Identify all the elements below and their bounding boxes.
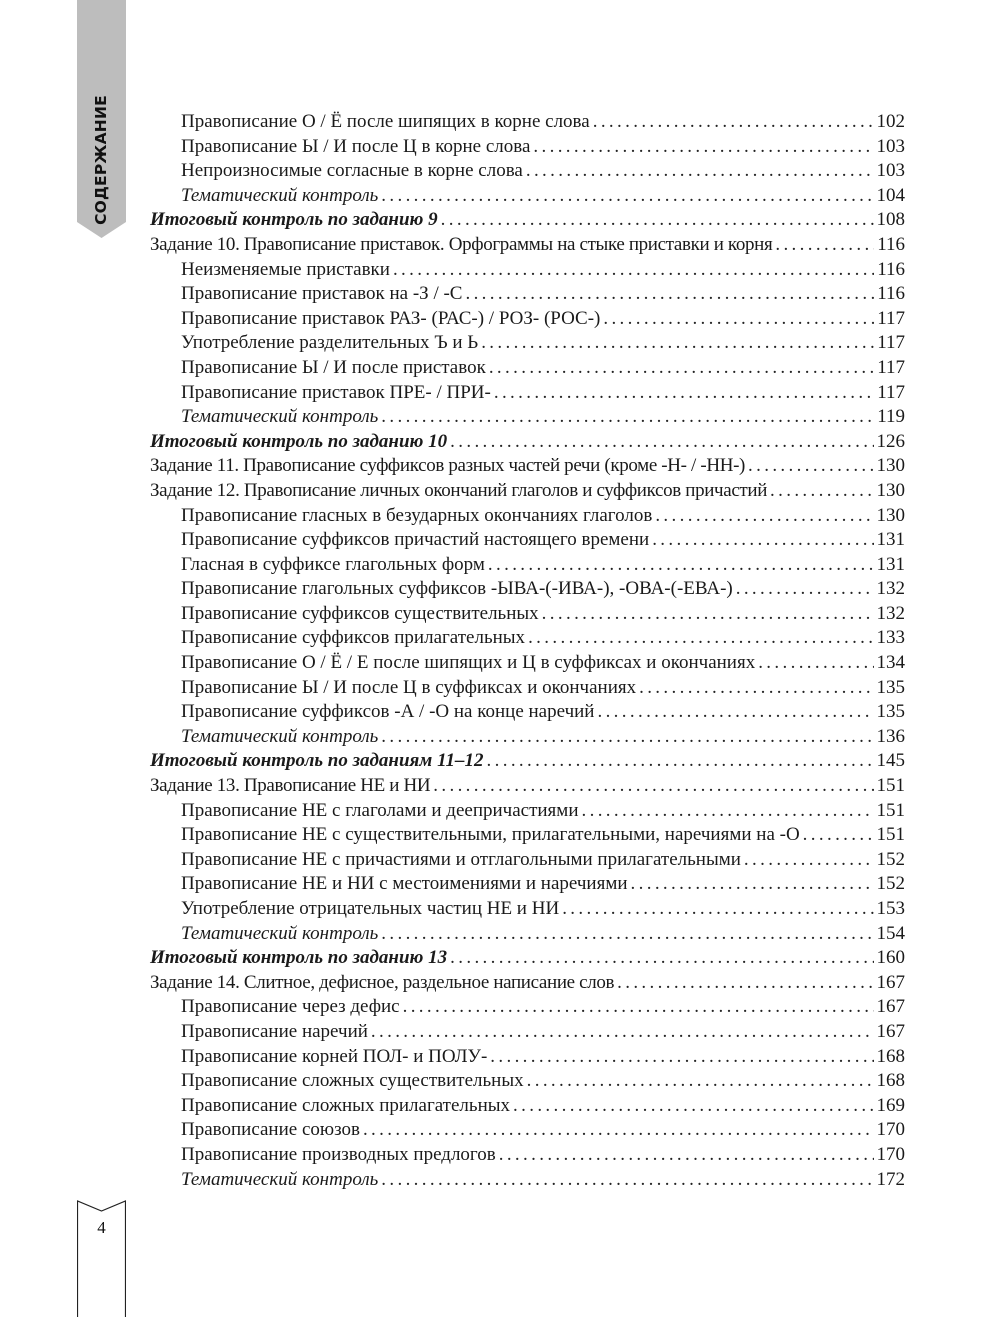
page-number: 4 bbox=[97, 1218, 106, 1237]
leader-dots bbox=[652, 528, 873, 553]
toc-entry-page: 117 bbox=[877, 381, 905, 403]
leader-dots bbox=[744, 848, 874, 873]
leader-dots bbox=[381, 922, 873, 947]
toc-entry-page: 134 bbox=[876, 652, 905, 674]
toc-entry-page: 152 bbox=[876, 848, 905, 870]
leader-dots bbox=[513, 1094, 873, 1119]
toc-entry-title: Задание 14. Слитное, дефисное, раздельное написание слов bbox=[150, 971, 615, 993]
leader-dots bbox=[450, 946, 873, 971]
leader-dots bbox=[533, 135, 873, 160]
leader-dots bbox=[603, 307, 874, 332]
toc-entry-title: Тематический контроль bbox=[181, 1168, 379, 1190]
toc-entry bbox=[150, 528, 905, 553]
toc-entry-title: Правописание Ы / И после Ц в корне слова bbox=[181, 135, 531, 157]
toc-entry-title: Задание 13. Правописание НЕ и НИ bbox=[150, 775, 431, 797]
toc-entry-title: Правописание корней ПОЛ- и ПОЛУ- bbox=[181, 1045, 488, 1067]
leader-dots bbox=[736, 577, 874, 602]
toc-entry-page: 132 bbox=[876, 602, 905, 624]
leader-dots bbox=[487, 749, 874, 774]
leader-dots bbox=[562, 897, 873, 922]
toc-entry-page: 135 bbox=[876, 676, 905, 698]
toc-entry-title: Гласная в суффиксе глагольных форм bbox=[181, 553, 485, 575]
toc-entry bbox=[150, 159, 905, 184]
toc-entry-page: 136 bbox=[876, 725, 905, 747]
leader-dots bbox=[403, 995, 874, 1020]
toc-entry bbox=[150, 1045, 905, 1070]
toc-entry-page: 154 bbox=[876, 922, 905, 944]
leader-dots bbox=[381, 725, 873, 750]
toc-entry-page: 153 bbox=[876, 898, 905, 919]
toc-entry bbox=[150, 626, 905, 651]
toc-entry-page: 131 bbox=[876, 553, 905, 575]
toc-entry bbox=[150, 922, 905, 947]
toc-entry-title: Итоговый контроль по заданию 10 bbox=[150, 430, 448, 452]
leader-dots bbox=[527, 1069, 874, 1094]
toc-entry bbox=[150, 381, 905, 406]
toc-entry-page: 132 bbox=[876, 578, 905, 600]
toc-entry bbox=[150, 700, 905, 725]
leader-dots bbox=[528, 626, 873, 651]
toc-entry bbox=[150, 946, 905, 971]
toc-entry-title: Правописание сложных существительных bbox=[181, 1070, 524, 1092]
toc-entry-page: 170 bbox=[876, 1119, 905, 1141]
toc-entry bbox=[150, 749, 905, 774]
leader-dots bbox=[489, 356, 874, 381]
leader-dots bbox=[758, 651, 873, 676]
toc-entry-title: Правописание наречий bbox=[181, 1020, 368, 1042]
toc-entry-title: Правописание Ы / И после приставок bbox=[181, 356, 486, 378]
toc-entry-title: Итоговый контроль по заданиям 11–12 bbox=[150, 750, 484, 772]
toc-entry-title: Правописание суффиксов -А / -О на конце наречий bbox=[181, 701, 595, 723]
toc-entry-title: Употребление разделительных Ъ и Ь bbox=[181, 332, 479, 354]
toc-entry bbox=[150, 233, 905, 258]
toc-entry bbox=[150, 676, 905, 701]
toc-entry bbox=[150, 110, 905, 135]
leader-dots bbox=[490, 1045, 873, 1070]
leader-dots bbox=[363, 1118, 874, 1143]
leader-dots bbox=[597, 700, 873, 725]
leader-dots bbox=[617, 971, 873, 996]
toc-entry bbox=[150, 577, 905, 602]
toc-entry-page: 167 bbox=[876, 971, 905, 993]
toc-entry-page: 116 bbox=[877, 233, 905, 255]
table-of-contents bbox=[150, 110, 905, 1192]
leader-dots bbox=[481, 331, 874, 356]
toc-entry-page: 117 bbox=[877, 356, 905, 378]
section-tab bbox=[77, 0, 126, 238]
toc-entry-title: Правописание суффиксов прилагательных bbox=[181, 627, 526, 649]
toc-entry-page: 108 bbox=[876, 209, 905, 231]
toc-entry bbox=[150, 995, 905, 1020]
toc-entry bbox=[150, 454, 905, 479]
leader-dots bbox=[542, 602, 874, 627]
toc-entry bbox=[150, 1168, 905, 1193]
toc-entry-page: 116 bbox=[877, 283, 905, 305]
toc-entry bbox=[150, 823, 905, 848]
toc-entry bbox=[150, 799, 905, 824]
leader-dots bbox=[393, 258, 874, 283]
toc-entry-title: Правописание НЕ с существительными, прилагательными, наречиями на -О bbox=[181, 824, 800, 846]
toc-entry-page: 104 bbox=[876, 184, 905, 206]
toc-entry bbox=[150, 356, 905, 381]
toc-entry-page: 145 bbox=[876, 750, 905, 772]
toc-entry-page: 151 bbox=[876, 824, 905, 846]
toc-entry-title: Итоговый контроль по заданию 9 bbox=[150, 209, 438, 231]
toc-entry-title: Правописание союзов bbox=[181, 1119, 360, 1141]
toc-entry-title: Задание 12. Правописание личных окончаний глаголов и суффиксов причастий bbox=[150, 479, 768, 501]
toc-entry-page: 103 bbox=[876, 160, 905, 182]
section-title: СОДЕРЖАНИЕ bbox=[92, 95, 110, 225]
toc-entry-page: 102 bbox=[876, 111, 905, 132]
toc-entry-page: 119 bbox=[877, 406, 905, 428]
toc-entry-title: Правописание НЕ с причастиями и отглагольными прилагательными bbox=[181, 848, 741, 870]
toc-entry-page: 126 bbox=[876, 430, 905, 452]
leader-dots bbox=[499, 1143, 874, 1168]
toc-entry-page: 170 bbox=[876, 1143, 905, 1165]
toc-entry-page: 168 bbox=[876, 1045, 905, 1067]
toc-entry bbox=[150, 405, 905, 430]
toc-entry-title: Тематический контроль bbox=[181, 725, 379, 747]
toc-entry bbox=[150, 848, 905, 873]
toc-entry bbox=[150, 774, 905, 799]
toc-entry-title: Правописание гласных в безударных окончаниях глаголов bbox=[181, 504, 653, 526]
toc-entry-page: 103 bbox=[876, 135, 905, 157]
toc-entry-title: Правописание О / Ё после шипящих в корне слова bbox=[181, 111, 590, 132]
toc-entry-page: 131 bbox=[876, 529, 905, 551]
page-number-box bbox=[77, 1200, 126, 1317]
toc-entry bbox=[150, 1094, 905, 1119]
toc-entry bbox=[150, 1020, 905, 1045]
toc-entry bbox=[150, 331, 905, 356]
toc-entry-page: 135 bbox=[876, 701, 905, 723]
toc-entry bbox=[150, 258, 905, 283]
leader-dots bbox=[381, 405, 874, 430]
toc-entry-title: Тематический контроль bbox=[181, 406, 379, 428]
toc-entry bbox=[150, 602, 905, 627]
leader-dots bbox=[770, 479, 873, 504]
toc-entry-page: 117 bbox=[877, 307, 905, 329]
toc-entry-page: 160 bbox=[876, 947, 905, 969]
leader-dots bbox=[494, 381, 874, 406]
toc-entry bbox=[150, 184, 905, 209]
toc-entry bbox=[150, 1143, 905, 1168]
toc-entry-title: Правописание О / Ё / Е после шипящих и Ц в суффиксах и окончаниях bbox=[181, 652, 756, 674]
toc-entry bbox=[150, 1118, 905, 1143]
leader-dots bbox=[775, 233, 874, 258]
toc-entry-page: 116 bbox=[877, 258, 905, 280]
leader-dots bbox=[655, 504, 873, 529]
toc-entry-page: 152 bbox=[876, 873, 905, 895]
leader-dots bbox=[371, 1020, 874, 1045]
leader-dots bbox=[450, 430, 873, 455]
leader-dots bbox=[381, 184, 873, 209]
toc-entry bbox=[150, 872, 905, 897]
toc-entry-page: 151 bbox=[876, 799, 905, 821]
toc-entry-title: Правописание суффиксов существительных bbox=[181, 602, 539, 624]
toc-entry-page: 130 bbox=[876, 455, 905, 477]
toc-entry-title: Правописание глагольных суффиксов -ЫВА-(-ИВА-), -ОВА-(-ЕВА-) bbox=[181, 578, 733, 600]
leader-dots bbox=[465, 282, 874, 307]
toc-entry bbox=[150, 504, 905, 529]
leader-dots bbox=[582, 799, 874, 824]
toc-entry-title: Употребление отрицательных частиц НЕ и НИ bbox=[181, 898, 560, 919]
toc-entry bbox=[150, 1069, 905, 1094]
toc-entry-page: 133 bbox=[876, 627, 905, 649]
toc-entry bbox=[150, 651, 905, 676]
toc-entry-page: 167 bbox=[876, 996, 905, 1018]
toc-entry-title: Правописание через дефис bbox=[181, 996, 400, 1018]
leader-dots bbox=[803, 823, 874, 848]
toc-entry-page: 117 bbox=[877, 332, 905, 354]
leader-dots bbox=[631, 872, 874, 897]
leader-dots bbox=[381, 1168, 873, 1193]
toc-entry bbox=[150, 553, 905, 578]
toc-entry bbox=[150, 897, 905, 922]
toc-entry-page: 130 bbox=[876, 479, 905, 501]
leader-dots bbox=[441, 208, 874, 233]
toc-entry bbox=[150, 479, 905, 504]
toc-entry-title: Правописание приставок ПРЕ- / ПРИ- bbox=[181, 381, 491, 403]
toc-entry bbox=[150, 282, 905, 307]
toc-entry-title: Тематический контроль bbox=[181, 922, 379, 944]
toc-entry-title: Правописание приставок РАЗ- (РАС-) / РОЗ- (РОС-) bbox=[181, 307, 601, 329]
toc-entry-page: 168 bbox=[876, 1070, 905, 1092]
toc-entry-title: Задание 11. Правописание суффиксов разных частей речи (кроме -Н- / -НН-) bbox=[150, 455, 746, 477]
toc-entry-page: 167 bbox=[876, 1020, 905, 1042]
toc-entry-title: Правописание производных предлогов bbox=[181, 1143, 496, 1165]
toc-entry-title: Неизменяемые приставки bbox=[181, 258, 390, 280]
toc-entry-title: Правописание НЕ и НИ с местоимениями и наречиями bbox=[181, 873, 628, 895]
toc-entry-page: 169 bbox=[876, 1094, 905, 1116]
toc-entry-page: 130 bbox=[876, 504, 905, 526]
toc-entry-title: Задание 10. Правописание приставок. Орфограммы на стыке приставки и корня bbox=[150, 233, 773, 255]
leader-dots bbox=[639, 676, 873, 701]
leader-dots bbox=[488, 553, 874, 578]
toc-entry-title: Правописание сложных прилагательных bbox=[181, 1094, 511, 1116]
toc-entry-title: Правописание приставок на -З / -С bbox=[181, 283, 463, 305]
toc-entry-page: 172 bbox=[876, 1168, 905, 1190]
toc-entry bbox=[150, 208, 905, 233]
toc-entry-title: Правописание суффиксов причастий настоящего времени bbox=[181, 529, 650, 551]
toc-entry-title: Тематический контроль bbox=[181, 184, 379, 206]
toc-entry-title: Итоговый контроль по заданию 13 bbox=[150, 947, 448, 969]
toc-entry bbox=[150, 307, 905, 332]
leader-dots bbox=[748, 454, 873, 479]
toc-entry bbox=[150, 430, 905, 455]
toc-entry-page: 151 bbox=[876, 775, 905, 797]
toc-entry-title: Правописание Ы / И после Ц в суффиксах и окончаниях bbox=[181, 676, 637, 698]
toc-entry bbox=[150, 135, 905, 160]
leader-dots bbox=[593, 110, 874, 135]
toc-entry bbox=[150, 725, 905, 750]
leader-dots bbox=[526, 159, 874, 184]
leader-dots bbox=[433, 774, 873, 799]
toc-entry-title: Непроизносимые согласные в корне слова bbox=[181, 160, 523, 182]
toc-entry-title: Правописание НЕ с глаголами и деепричастиями bbox=[181, 799, 579, 821]
toc-entry bbox=[150, 971, 905, 996]
